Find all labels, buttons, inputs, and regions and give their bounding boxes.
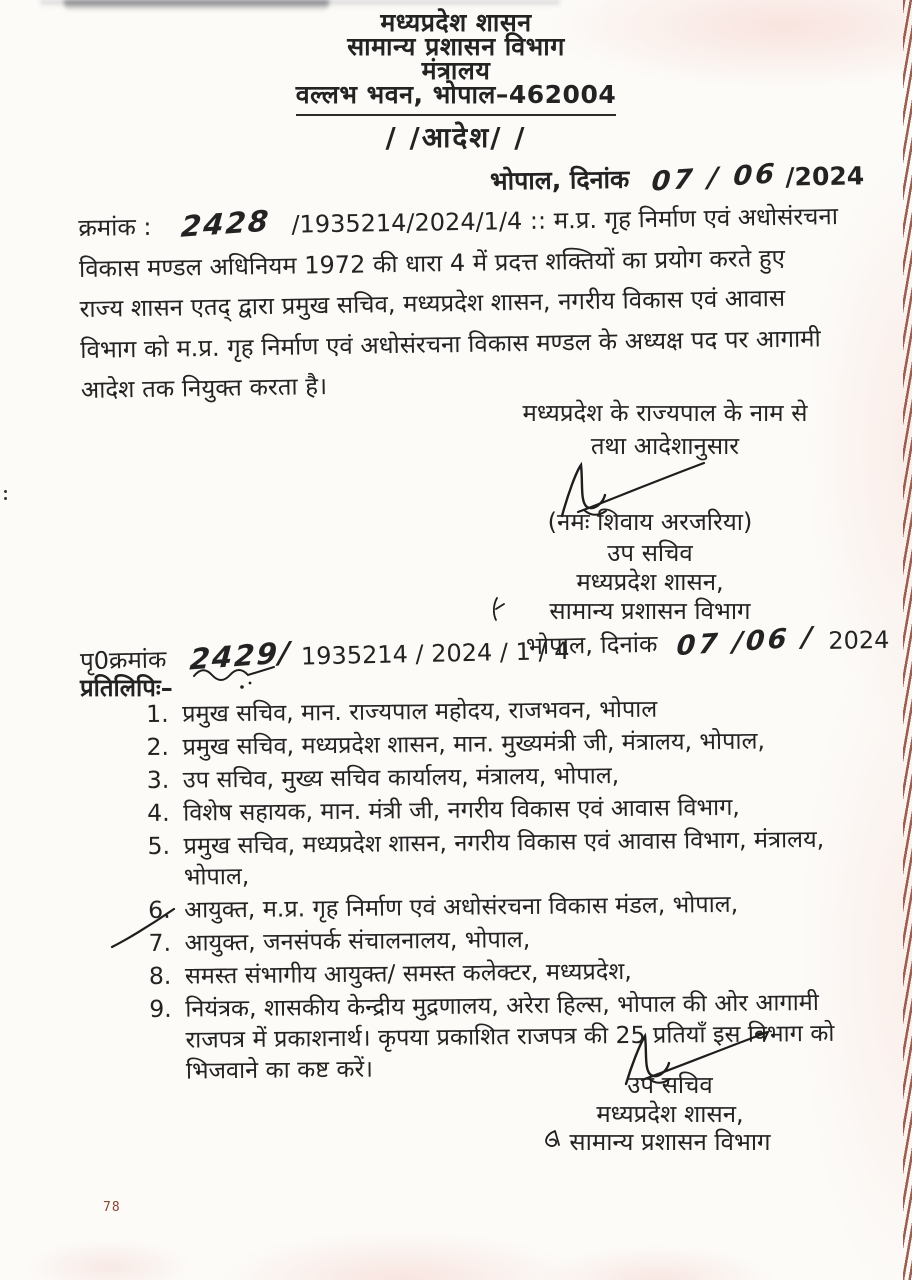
- copy-to-label: प्रतिलिपिः–: [80, 674, 173, 702]
- copy-item-text: प्रमुख सचिव, मध्यप्रदेश शासन, मान. मुख्यमंत्री जी, मंत्रालय, भोपाल,: [182, 726, 766, 761]
- endorsement-ref-handwritten: 2429/: [188, 635, 293, 677]
- copy-item-number: 5.: [147, 831, 171, 860]
- copy-item-text: प्रमुख सचिव, मध्यप्रदेश शासन, नगरीय विकास एवं आवास विभाग, मंत्रालय, भोपाल,: [183, 824, 825, 891]
- copy-item-text: नियंत्रक, शासकीय केन्द्रीय मुद्रणालय, अरेरा हिल्स, भोपाल की ओर आगामी राजपत्र में प्रकाशनार्थ। कृपया प्रकाशित राजपत्र की 25 प्रतियाँ इस विभाग को भिजवाने का कष्ट करें।: [185, 987, 835, 1085]
- dateline-top: [490, 158, 865, 197]
- signatory-top-name: (नमः शिवाय अरजरिया): [547, 508, 753, 536]
- copy-item-8: [149, 953, 889, 992]
- endorsement-ref-rest: 1935214 / 2024 / 1 / 4: [300, 636, 570, 671]
- copy-item-5: [147, 823, 888, 893]
- copy-item-3: [147, 757, 887, 796]
- signatory-top-dept: सामान्य प्रशासन विभाग: [549, 597, 751, 625]
- copy-item-text: समस्त संभागीय आयुक्त/ समस्त कलेक्टर, मध्यप्रदेश,: [184, 956, 632, 990]
- letterhead-ministry: मंत्रालय: [421, 56, 491, 85]
- by-order-block: [505, 397, 825, 463]
- copy-item-number: 4.: [147, 798, 170, 827]
- signatory-top-org: मध्यप्रदेश शासन,: [576, 568, 724, 596]
- copy-item-number: 9.: [149, 994, 172, 1023]
- endorsement-ref-label: पृ0क्रमांक: [79, 645, 167, 676]
- copy-item-text: प्रमुख सचिव, मान. राज्यपाल महोदय, राजभवन, भोपाल: [182, 694, 658, 728]
- copy-item-number: 2.: [146, 732, 170, 761]
- order-body-paragraph: [78, 193, 881, 410]
- copy-item-number: 3.: [146, 765, 170, 794]
- signatory-top-designation: उप सचिव: [607, 539, 693, 567]
- letterhead-address: [0, 77, 912, 116]
- order-title: / /आदेश/ /: [385, 121, 527, 154]
- signatory-bottom-dept: सामान्य प्रशासन विभाग: [569, 1128, 771, 1156]
- copy-item-number: 1.: [146, 699, 169, 728]
- dateline-bottom-handwritten-date: 07 /06 /: [675, 621, 817, 663]
- copy-item-number: 7.: [148, 928, 172, 957]
- order-body-line2: विकास मण्डल अधिनियम 1972 की धारा 4 में प्रदत्त शक्तियों का प्रयोग करते हुए: [78, 243, 786, 283]
- signatory-bottom-designation: उप सचिव: [627, 1071, 713, 1099]
- copy-item-text: आयुक्त, जनसंपर्क संचालनालय, भोपाल,: [184, 924, 531, 957]
- pen-flourish-icon: [190, 660, 285, 694]
- dateline-bottom-year: 2024: [828, 625, 890, 655]
- scan-stitch-edge: [903, 0, 912, 1280]
- letterhead-govt-name: मध्यप्रदेश शासन: [380, 8, 532, 37]
- order-body-line4: विभाग को म.प्र. गृह निर्माण एवं अधोसंरचना विकास मण्डल के अध्यक्ष पद पर आगामी: [80, 323, 821, 364]
- dateline-top-handwritten-date: 07 / 06: [650, 158, 779, 198]
- copy-item-6: [148, 887, 888, 926]
- order-body-line5: आदेश तक नियुक्त करता है।: [80, 372, 328, 404]
- by-order-line1: मध्यप्रदेश के राज्यपाल के नाम से: [522, 399, 808, 427]
- copy-item-2: [146, 724, 886, 763]
- copy-item-number: 8.: [148, 961, 172, 990]
- dateline-bottom-label: भोपाल, दिनांक: [525, 629, 658, 661]
- dateline-top-label: भोपाल, दिनांक: [489, 164, 630, 196]
- page-number: 78: [103, 1200, 121, 1215]
- copy-item-7: [148, 920, 888, 959]
- copy-item-1: [146, 691, 886, 730]
- copy-item-text: विशेष सहायक, मान. मंत्री जी, नगरीय विकास एवं आवास विभाग,: [183, 792, 740, 827]
- copy-item-4: [147, 790, 887, 829]
- by-order-line2: तथा आदेशानुसार: [590, 432, 740, 460]
- dateline-bottom: [526, 623, 890, 662]
- copy-item-number: 6.: [148, 895, 171, 924]
- signatory-bottom-org: मध्यप्रदेश शासन,: [596, 1100, 744, 1128]
- order-ref-rest: /1935214/2024/1/4 :: म.प्र. गृह निर्माण एवं अधोसंरचना: [291, 202, 839, 239]
- letterhead-address-text: वल्लभ भवन, भोपाल–462004: [296, 77, 617, 116]
- checkmark-item7-icon: [108, 903, 180, 951]
- margin-marks: [4, 486, 12, 506]
- order-body-line3: राज्य शासन एतद् द्वारा प्रमुख सचिव, मध्यप्रदेश शासन, नगरीय विकास एवं आवास: [79, 283, 786, 323]
- copy-item-text: आयुक्त, म.प्र. गृह निर्माण एवं अधोसंरचना विकास मंडल, भोपाल,: [184, 889, 739, 924]
- copy-item-text: उप सचिव, मुख्य सचिव कार्यालय, मंत्रालय, भोपाल,: [182, 761, 620, 794]
- dateline-top-year: /2024: [785, 161, 865, 192]
- letterhead-dept-name: सामान्य प्रशासन विभाग: [347, 32, 565, 61]
- order-ref-number-handwritten: 2428: [179, 203, 272, 244]
- order-ref-label: क्रमांक :: [78, 212, 152, 242]
